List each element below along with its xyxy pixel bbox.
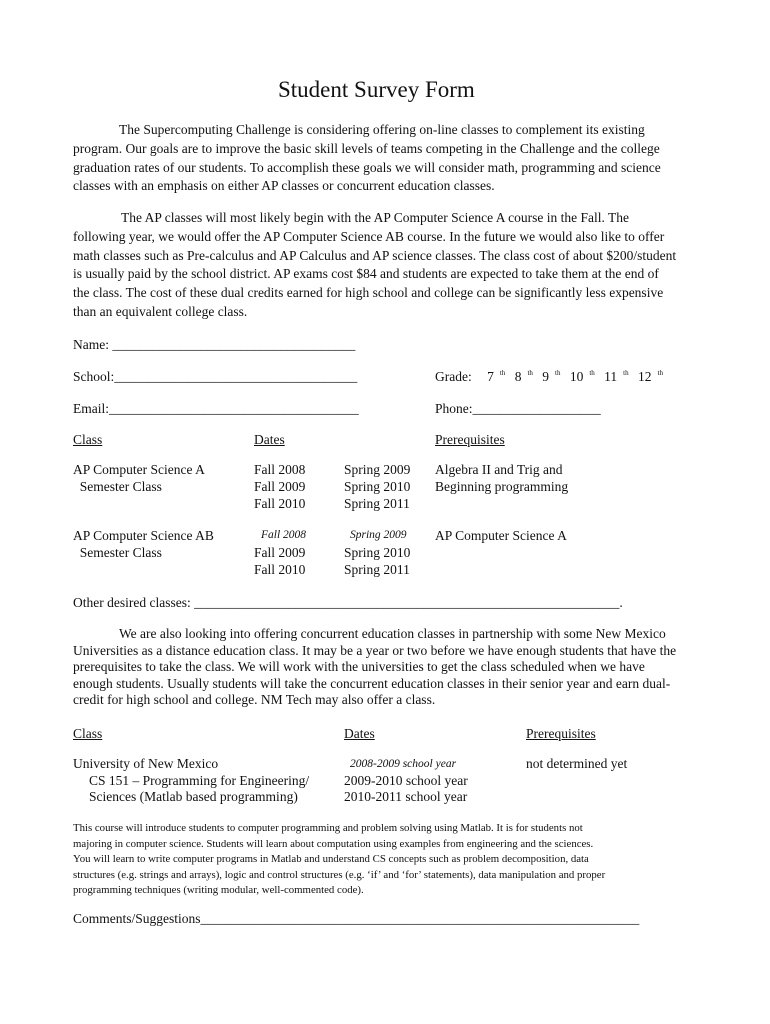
date-fall: Fall 2010 — [254, 496, 306, 511]
grade-option[interactable]: 10 $^{th}$ — [569, 369, 595, 384]
paragraph-line: program. Our goals are to improve the basic skill levels of teams competing in the Challenge and the college — [73, 140, 660, 156]
description-line: structures (e.g. strings and arrays), logic and control structures (e.g. ‘if’ and ‘for’ statements), data manipulation and proper — [73, 868, 606, 881]
ap-row-spring-dates — [344, 461, 410, 512]
ap-row-prerequisites — [435, 527, 567, 544]
class-detail: Semester Class — [73, 479, 162, 494]
ap-header-class: Class — [73, 432, 103, 447]
course-description — [73, 821, 605, 899]
date-spring: Spring 2009 — [344, 462, 411, 477]
school-year: 2008-2009 school year — [350, 758, 457, 770]
concurrent-row-dates — [344, 756, 468, 806]
name-label: Name: — [73, 337, 109, 352]
grade-field[interactable] — [435, 367, 669, 386]
date-fall: Fall 2009 — [254, 545, 306, 560]
phone-input-line[interactable]: ___________________ — [472, 401, 601, 416]
phone-field[interactable] — [435, 399, 601, 418]
ap-header-dates: Dates — [254, 432, 285, 447]
paragraph-line: than an equivalent college class. — [73, 303, 248, 319]
paragraph-line: the class. The cost of these dual credits earned for high school and college can be significantly less expensive — [73, 285, 664, 301]
paragraph-line: is usually paid by the school district. AP exams cost $84 and students are expected to take them at the end of — [73, 266, 659, 282]
comments-label: Comments/Suggestions — [73, 911, 201, 926]
ap-row-class — [73, 527, 214, 561]
paragraph-line: credit for high school and college. NM Tech may also offer a class. — [73, 692, 436, 707]
intro-paragraph-2 — [73, 209, 676, 322]
description-line: You will learn to write computer programs in Matlab and understand CS concepts such as problem decomposition, data — [73, 853, 589, 866]
ap-header-prerequisites: Prerequisites — [435, 432, 505, 447]
paragraph-line: classes with an emphasis on either AP classes or concurrent education classes. — [73, 178, 495, 194]
description-line: programming techniques (writing modular, well-commented code). — [73, 884, 364, 897]
school-year: 2009-2010 school year — [344, 772, 468, 788]
date-spring: Spring 2010 — [344, 479, 411, 494]
school-year: 2010-2011 school year — [344, 789, 468, 804]
paragraph-line: math classes such as Pre-calculus and AP Calculus and AP science classes. The class cost of about $200/student — [73, 247, 677, 263]
class-detail: CS 151 – Programming for Engineering/ — [89, 772, 310, 788]
paragraph-line: graduation rates of our students. To accomplish these goals we will consider math, programming and science — [73, 159, 661, 175]
grade-option[interactable]: 8 $^{th}$ — [514, 369, 533, 384]
class-name: AP Computer Science A — [73, 462, 205, 477]
date-fall: Fall 2010 — [254, 562, 306, 577]
paragraph-line: We are also looking into offering concurrent education classes in partnership with some New Mexico — [119, 626, 666, 641]
name-input-line[interactable]: ____________________________________ — [112, 337, 356, 352]
name-field[interactable] — [73, 335, 355, 354]
phone-label: Phone: — [435, 401, 473, 416]
date-spring: Spring 2009 — [350, 529, 407, 541]
paragraph-line: The AP classes will most likely begin with the AP Computer Science A course in the Fall. The — [121, 210, 629, 225]
other-classes-field[interactable] — [73, 593, 623, 612]
prerequisite-line: Algebra II and Trig and — [435, 462, 563, 477]
comments-field[interactable] — [73, 909, 639, 928]
date-spring: Spring 2011 — [344, 562, 410, 577]
grade-option[interactable]: 12 $^{th}$ — [638, 369, 663, 384]
class-detail: Semester Class — [73, 545, 162, 560]
grade-option[interactable]: 9 $^{th}$ — [542, 369, 561, 384]
class-name: University of New Mexico — [73, 756, 219, 771]
concurrent-header-prerequisites: Prerequisites — [526, 726, 596, 741]
email-label: Email: — [73, 401, 109, 416]
date-fall: Fall 2009 — [254, 479, 306, 494]
ap-row-spring-dates — [344, 527, 410, 578]
paragraph-line: enough students. Usually students will take the concurrent education classes in their senior year and earn dual- — [73, 675, 671, 691]
paragraph-line: following year, we would offer the AP Computer Science AB course. In the future we would also like to offer — [73, 228, 665, 244]
concurrent-header-class: Class — [73, 726, 103, 741]
ap-row-fall-dates — [254, 527, 306, 578]
class-name: AP Computer Science AB — [73, 528, 214, 543]
grade-option[interactable]: 11 $^{th}$ — [604, 369, 629, 384]
school-field[interactable] — [73, 367, 357, 386]
other-classes-input-line[interactable]: _______________________________________________________________. — [194, 595, 623, 610]
date-fall: Fall 2008 — [254, 462, 306, 477]
school-input-line[interactable]: ____________________________________ — [114, 369, 358, 384]
concurrent-row-class — [73, 756, 309, 806]
grade-label: Grade: — [435, 369, 472, 384]
date-spring: Spring 2011 — [344, 496, 410, 511]
date-spring: Spring 2010 — [344, 545, 411, 560]
paragraph-line: The Supercomputing Challenge is considering offering on-line classes to complement its existing — [119, 122, 645, 137]
intro-paragraph-1 — [73, 121, 661, 196]
paragraph-line: prerequisites to take the class. We will work with the universities to get the class scheduled when we have — [73, 659, 645, 674]
email-field[interactable] — [73, 399, 359, 418]
class-detail: Sciences (Matlab based programming) — [89, 789, 298, 804]
ap-row-prerequisites — [435, 461, 568, 495]
comments-input-line[interactable]: _________________________________________________________________ — [200, 911, 640, 926]
page-title: Student Survey Form — [278, 77, 475, 102]
prerequisite-line: AP Computer Science A — [435, 528, 567, 543]
concurrent-row-prerequisites: not determined yet — [526, 756, 628, 771]
description-line: This course will introduce students to computer programming and problem solving using Matlab. It is for students not — [73, 822, 583, 834]
school-label: School: — [73, 369, 115, 384]
paragraph-line: Universities as a distance education class. It may be a year or two before we have enough students that have the — [73, 642, 677, 658]
grade-option[interactable]: 7 $^{th}$ — [487, 369, 506, 384]
concurrent-header-dates: Dates — [344, 726, 375, 741]
other-classes-label: Other desired classes: — [73, 595, 191, 610]
email-input-line[interactable]: _____________________________________ — [109, 401, 359, 416]
description-line: majoring in computer science. Students will learn about computation using examples from engineering and the sciences. — [73, 837, 594, 850]
ap-row-class — [73, 461, 205, 495]
prerequisite-line: Beginning programming — [435, 479, 569, 494]
concurrent-paragraph — [73, 626, 676, 709]
ap-row-fall-dates — [254, 461, 305, 512]
date-fall: Fall 2008 — [261, 529, 307, 541]
